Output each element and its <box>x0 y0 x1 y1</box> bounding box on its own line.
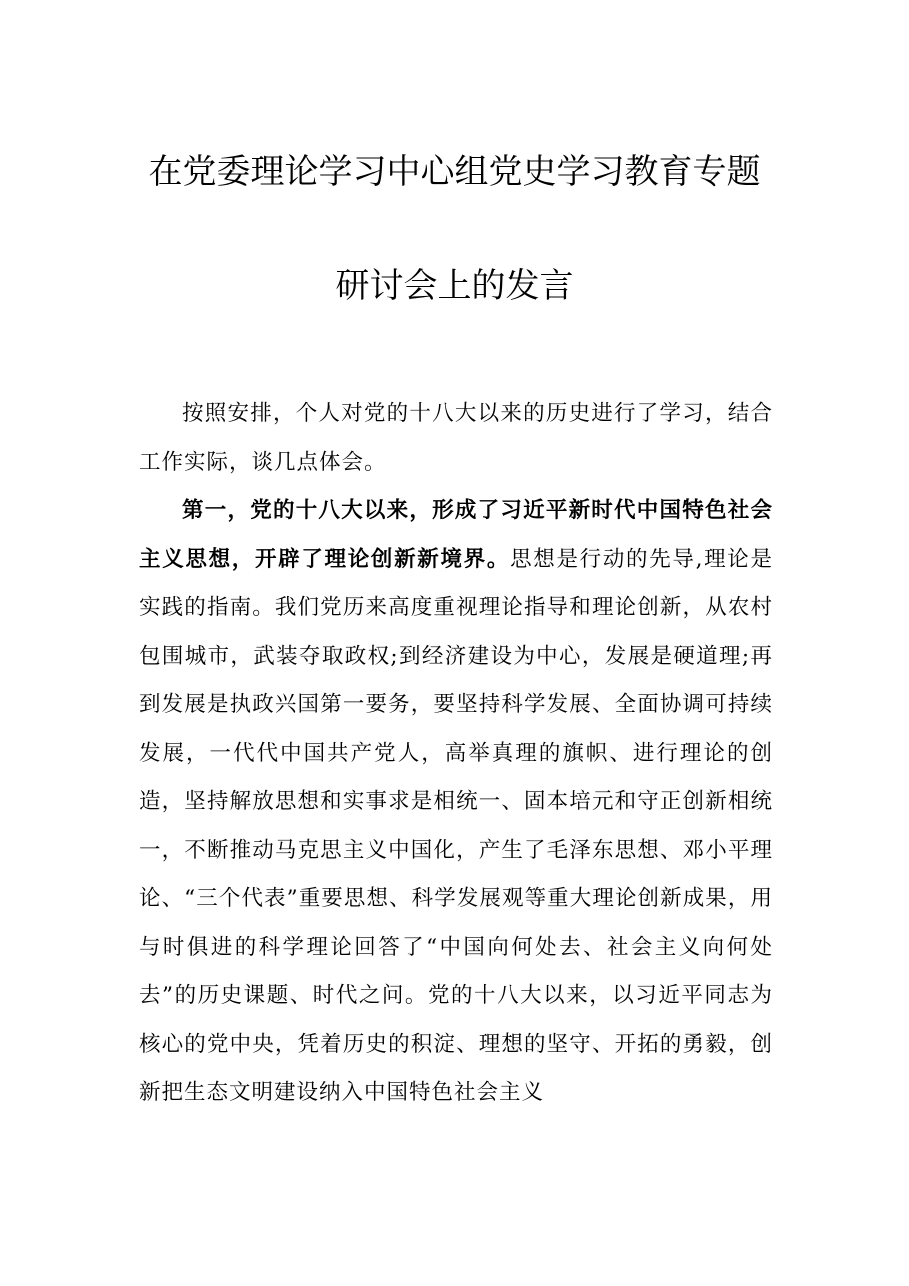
paragraph-1 <box>139 390 773 487</box>
paragraph-2-heading: 第一，党的十八大以来，形成了习近平新时代中国特色社会主义思想，开辟了理论创新新境界。 <box>139 498 773 572</box>
document-title-line-2: 研讨会上的发言 <box>335 266 574 306</box>
paragraph-2 <box>139 487 773 1118</box>
paragraph-2-text: 思想是行动的先导,理论是实践的指南。我们党历来高度重视理论指导和理论创新，从农村包围城市，武装夺取政权;到经济建设为中心，发展是硬道理;再到发展是执政兴国第一要务，要坚持科学发展、全面协调可持续发展，一代代中国共产党人，高举真理的旗帜、进行理论的创造，坚持解放思想和实事求是相统一、固本培元和守正创新相统一，不断推动马克思主义中国化，产生了毛泽东思想、邓小平理论、“三个代表”重要思想、科学发展观等重大理论创新成果，用与时俱进的科学理论回答了“中国向何处去、社会主义向何处去”的历史课题、时代之问。党的十八大以来，以习近平同志为核心的党中央，凭着历史的积淀、理想的坚守、开拓的勇毅，创新把生态文明建设纳入中国特色社会主义 <box>139 546 773 1105</box>
document-title-line-1: 在党委理论学习中心组党史学习教育专题 <box>148 152 761 192</box>
paragraph-1-text: 按照安排，个人对党的十八大以来的历史进行了学习，结合工作实际，谈几点体会。 <box>139 401 773 475</box>
document-body <box>139 390 773 1118</box>
